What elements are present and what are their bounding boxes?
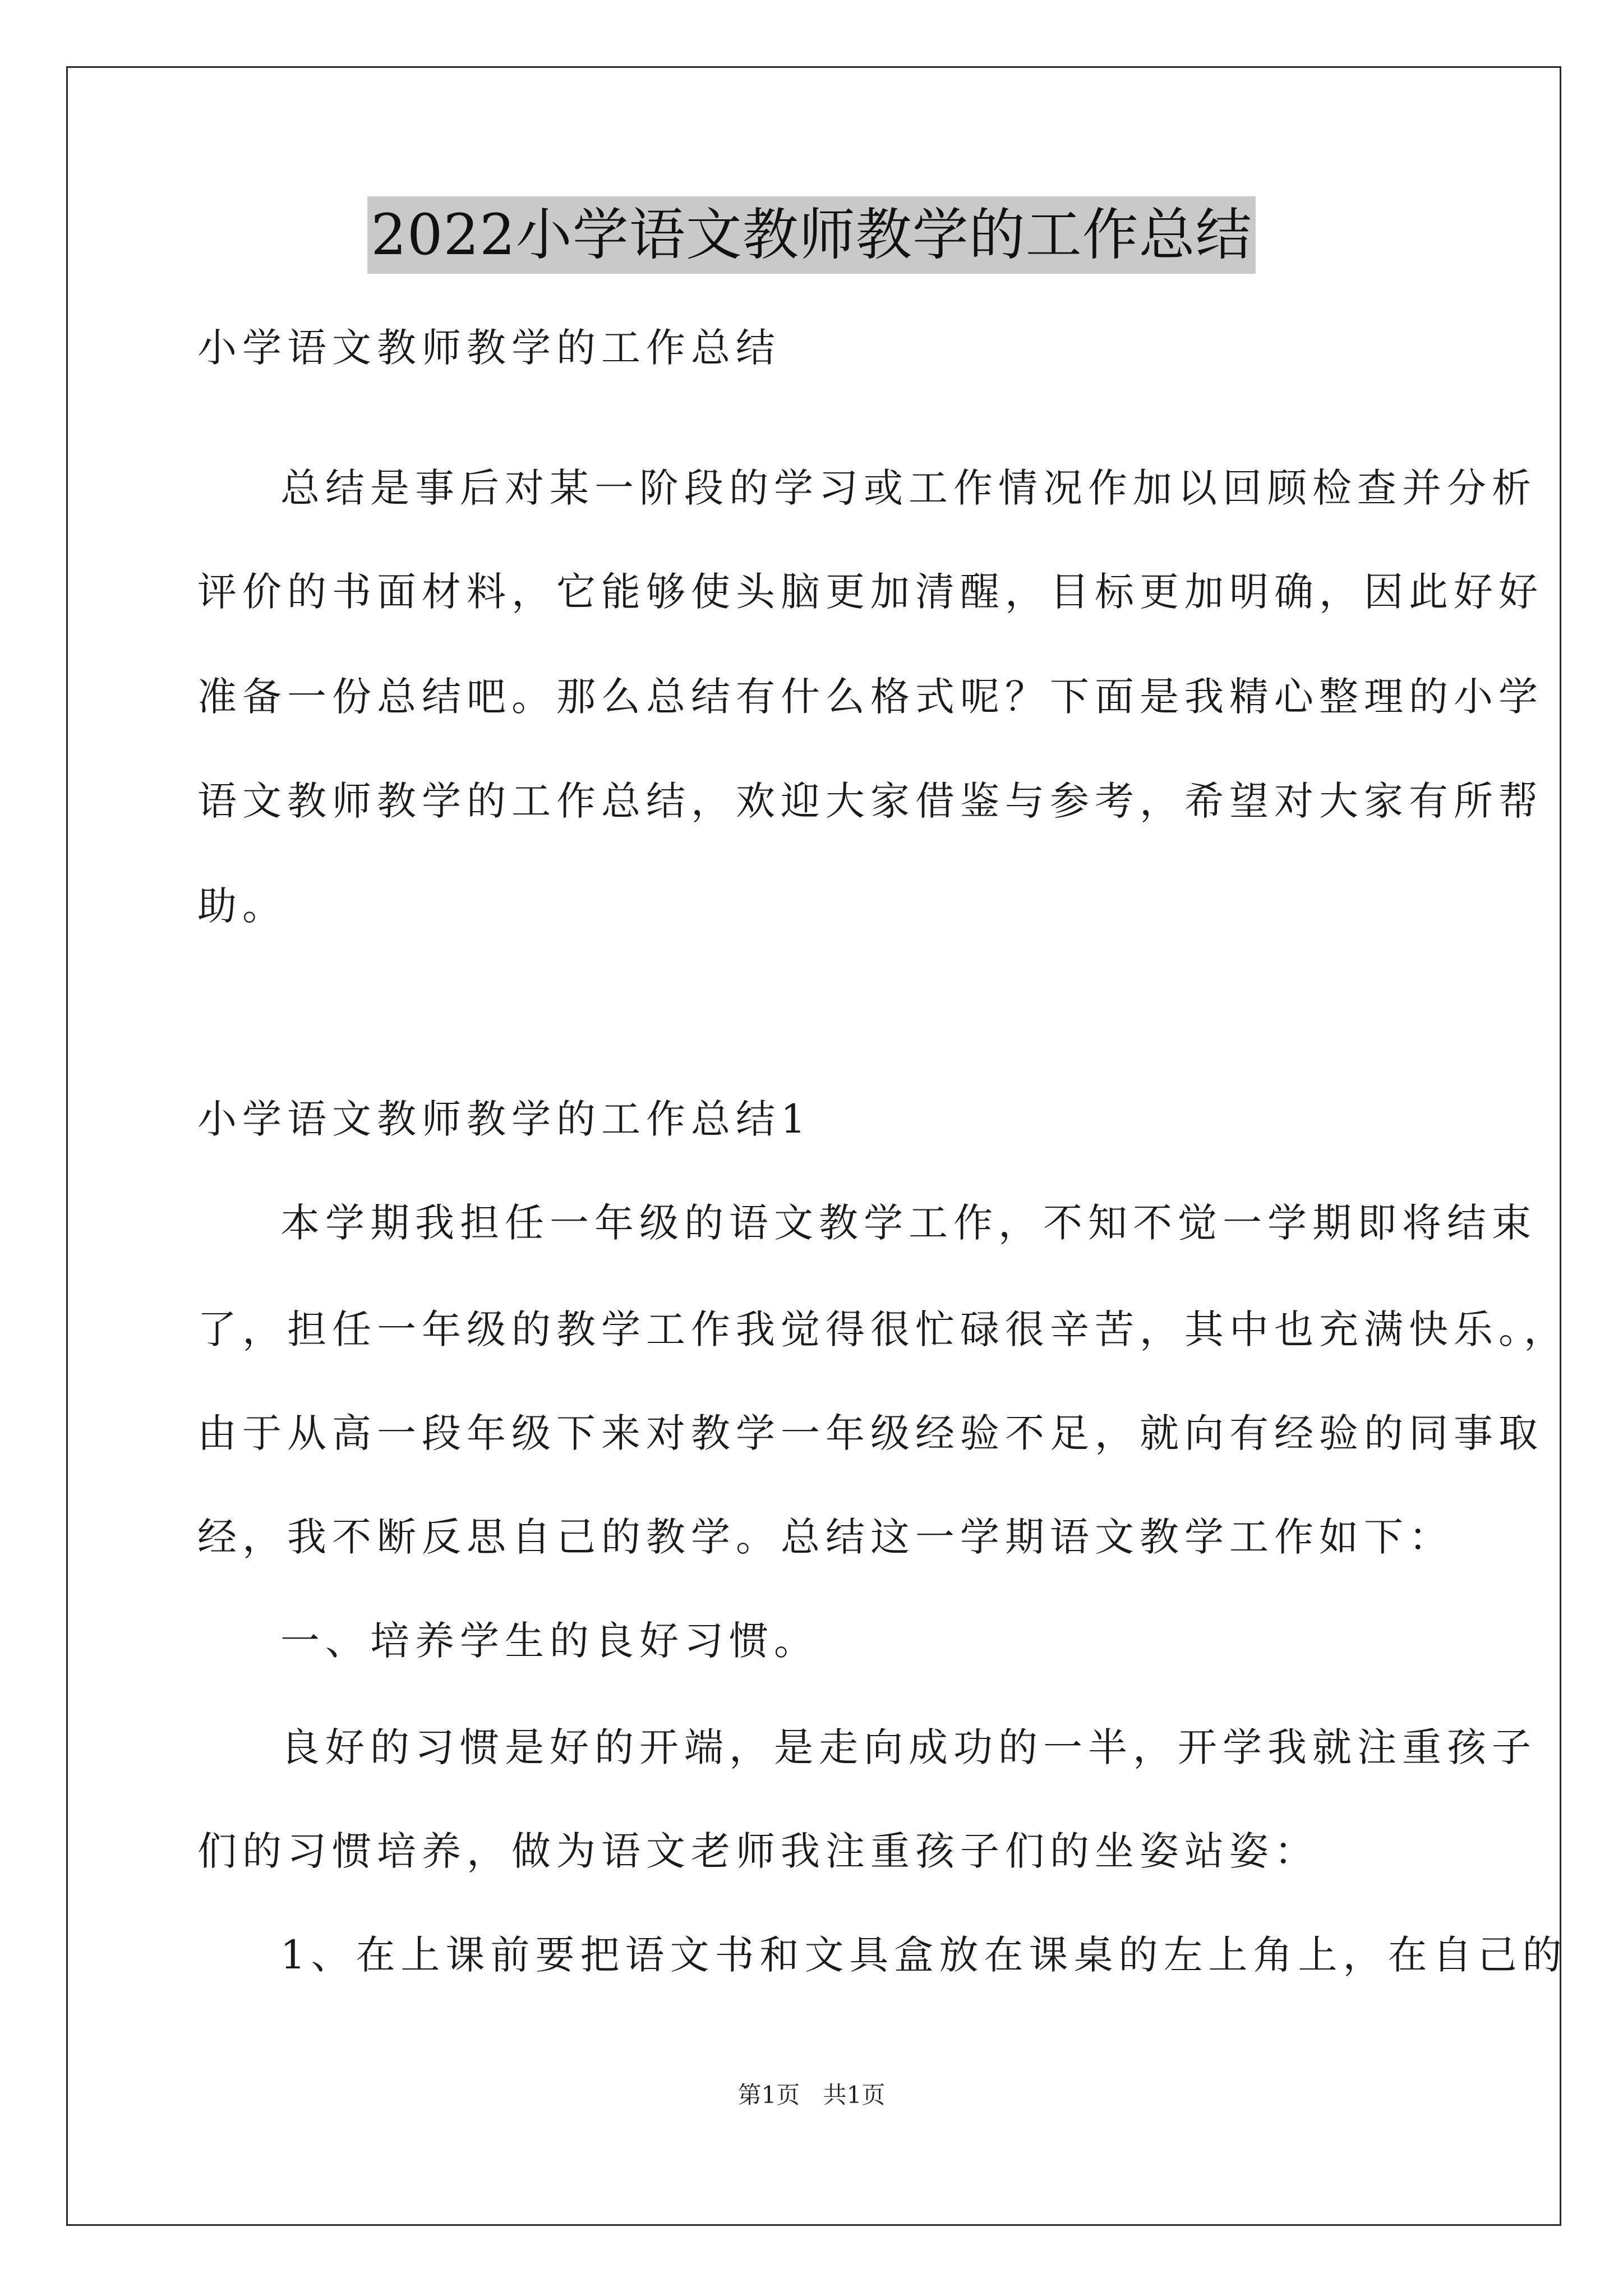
paragraph-line: 由于从高一段年级下来对教学一年级经验不足，就向有经验的同事取 [197, 1410, 1543, 1456]
section-heading: 小学语文教师教学的工作总结1 [197, 1096, 811, 1142]
paragraph-line: 助。 [197, 883, 287, 929]
paragraph-line: 评价的书面材料，它能够使头脑更加清醒，目标更加明确，因此好好 [197, 569, 1543, 615]
paragraph-line: 语文教师教学的工作总结，欢迎大家借鉴与参考，希望对大家有所帮 [197, 778, 1543, 824]
list-item-line: 1、在上课前要把语文书和文具盒放在课桌的左上角上，在自己的 [280, 1932, 1567, 1978]
paragraph-line: 总结是事后对某一阶段的学习或工作情况作加以回顾检查并分析 [280, 465, 1537, 511]
paragraph-line: 经，我不断反思自己的教学。总结这一学期语文教学工作如下： [197, 1514, 1454, 1560]
paragraph-line: 良好的习惯是好的开端，是走向成功的一半，开学我就注重孩子 [280, 1724, 1537, 1770]
document-title: 2022小学语文教师教学的工作总结 [367, 196, 1256, 274]
title-wrapper [0, 196, 1623, 274]
subtitle-line: 小学语文教师教学的工作总结 [197, 325, 781, 371]
page-number-current: 第1页 [737, 2081, 800, 2109]
paragraph-line: 们的习惯培养，做为语文老师我注重孩子们的坐姿站姿： [197, 1828, 1319, 1874]
page-number-total: 共1页 [823, 2081, 886, 2109]
paragraph-line: 准备一份总结吧。那么总结有什么格式呢？下面是我精心整理的小学 [197, 674, 1543, 720]
paragraph-line: 了，担任一年级的教学工作我觉得很忙碌很辛苦，其中也充满快乐。， [197, 1306, 1569, 1352]
paragraph-line: 本学期我担任一年级的语文教学工作，不知不觉一学期即将结束 [280, 1200, 1537, 1246]
subsection-heading: 一、培养学生的良好习惯。 [280, 1618, 819, 1664]
page-footer [0, 2078, 1623, 2112]
